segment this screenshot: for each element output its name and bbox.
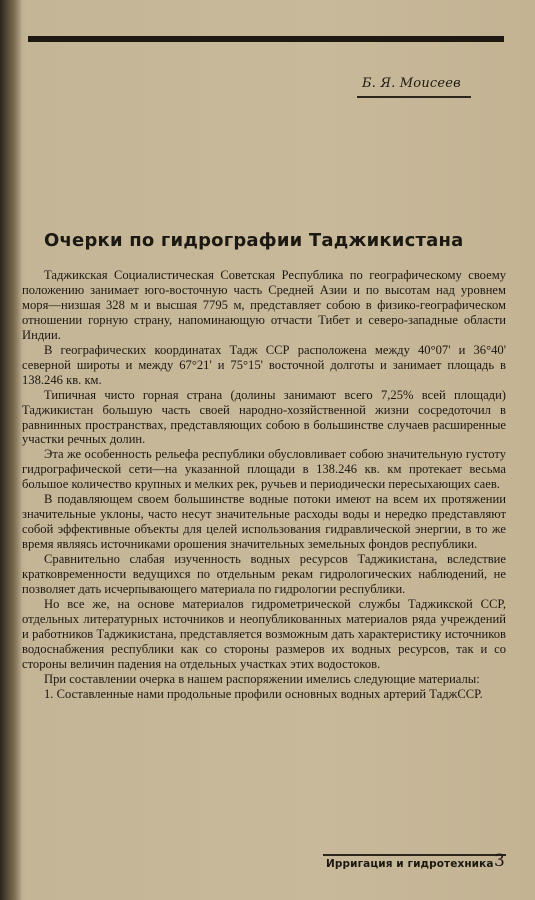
paragraph: Эта же особенность рельефа республики обусловливает собою значительную густоту гидрографической сети—на указанной площади в 138.246 кв. км протекает весьма большое количество крупных и мелких рек, ручьев и периодически пересыхающих саев. xyxy=(22,447,506,492)
author-name: Б. Я. Моисеев xyxy=(362,76,461,91)
header-rule xyxy=(28,36,504,42)
paragraph: Таджикская Социалистическая Советская Республика по географическому своему положению занимает юго-восточную часть Средней Азии и по высотам над уровнем моря—низшая 328 м и высшая 7795 м, представляет собою в физико-географическом отношении горную страну, напоминающую отчасти Тибет и северо-западные области Индии. xyxy=(22,268,506,342)
paragraph: В подавляющем своем большинстве водные потоки имеют на всем их протяжении значительные уклоны, часто несут значительные расходы воды и нередко представляют собой эффективные объекты для целей использования гидравлической энергии, в то же время являясь источниками орошения значительных земельных фондов республики. xyxy=(22,492,506,552)
article-body xyxy=(22,268,506,702)
paragraph: Но все же, на основе материалов гидрометрической службы Таджикской ССР, отдельных литературных источников и неопубликованных материалов ряда учреждений и работников Таджикистана, представляется возможным дать характеристику источников водоснабжения республики как со стороны размеров их водных ресурсов, так и со стороны величин падения на отдельных участках этих водостоков. xyxy=(22,596,506,671)
paragraph: Сравнительно слабая изученность водных ресурсов Таджикистана, вследствие кратковременности ведущихся по отдельным рекам гидрологических наблюдений, не позволяет дать исчерпывающего материала по гидрологии республики. xyxy=(22,552,506,597)
paragraph: Типичная чисто горная страна (долины занимают всего 7,25% всей площади) Таджикистан большую часть своей народно-хозяйственной жизни сосредоточил в равнинных пространствах, представляющих собою в большинстве случаев расширенные участки речных долин. xyxy=(22,387,506,447)
paragraph: При составлении очерка в нашем распоряжении имелись следующие материалы: xyxy=(44,671,480,686)
page-number: 3 xyxy=(494,851,505,871)
article-title: Очерки по гидрографии Таджикистана xyxy=(44,230,464,251)
paragraph: В географических координатах Тадж ССР расположена между 40°07' и 36°40' северной широты и между 67°21' и 75°15' восточной долготы и занимает площадь в 138.246 кв. км. xyxy=(22,342,506,387)
author-underline xyxy=(357,96,471,98)
footer-rule xyxy=(323,854,506,856)
book-spine-shadow xyxy=(0,0,22,900)
paragraph: 1. Составленные нами продольные профили основных водных артерий ТаджССР. xyxy=(44,686,483,701)
journal-name: Ирригация и гидротехника xyxy=(326,858,494,870)
